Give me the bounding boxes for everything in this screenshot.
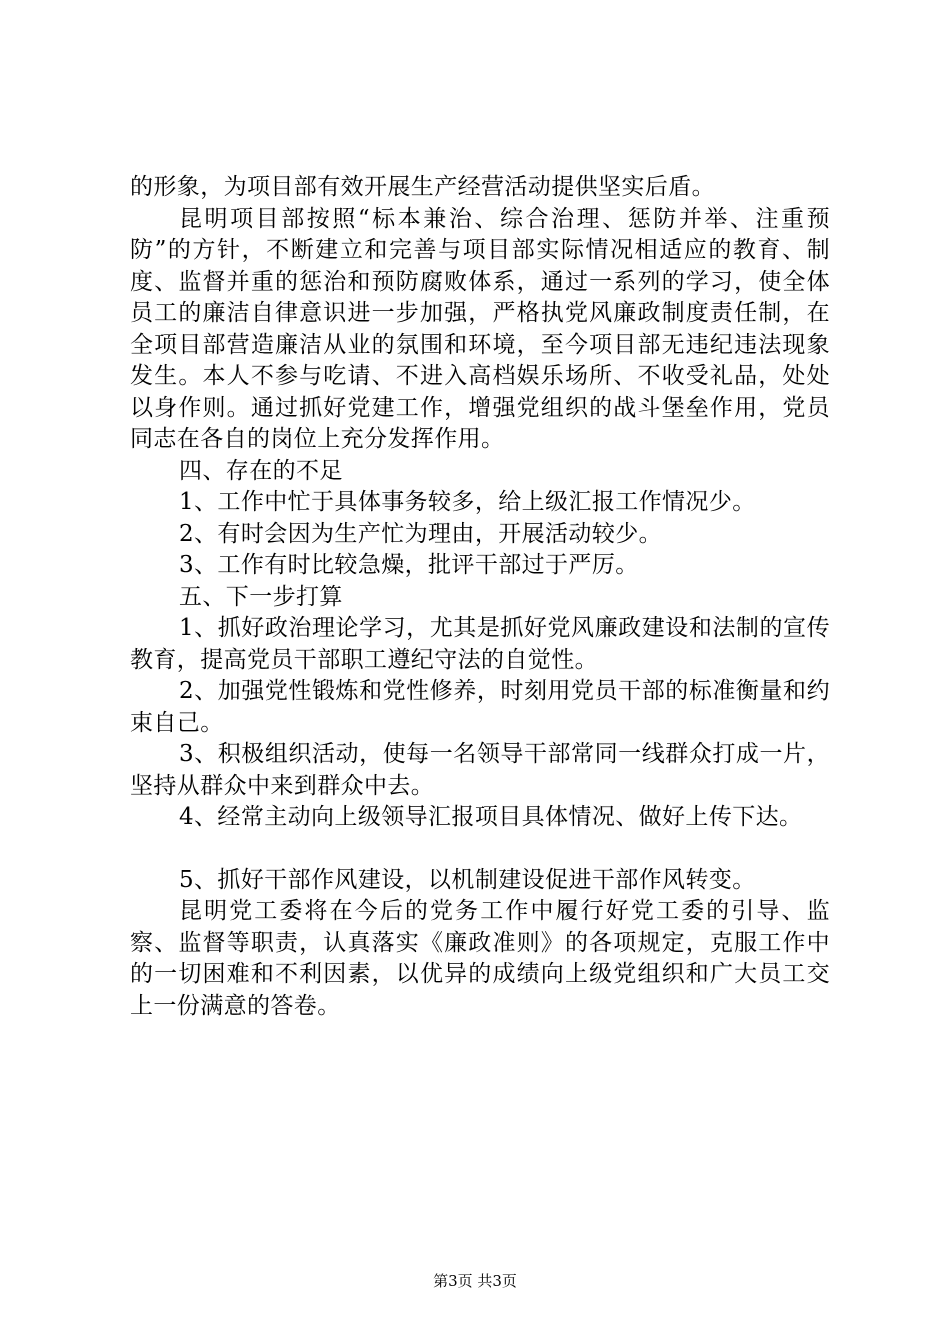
- paragraph-kunming-project: 昆明项目部按照“标本兼治、综合治理、惩防并举、注重预防”的方针，不断建立和完善与项目部实际情况相适应的教育、制度、监督并重的惩治和预防腐败体系，通过一系列的学习，使全体员工的廉洁自律意识进一步加强，严格执党风廉政制度责任制，在全项目部营造廉洁从业的氛围和环境，至今项目部无违纪违法现象发生。本人不参与吃请、不进入高档娱乐场所、不收受礼品，处处以身作则。通过抓好党建工作，增强党组织的战斗堡垒作用，党员同志在各自的岗位上充分发挥作用。: [130, 205, 830, 452]
- list-item-shortcoming-2: 2、有时会因为生产忙为理由，开展活动较少。: [179, 520, 663, 547]
- paragraph-conclusion: 昆明党工委将在今后的党务工作中履行好党工委的引导、监察、监督等职责，认真落实《廉政准则》的各项规定，克服工作中的一切困难和不利因素，以优异的成绩向上级党组织和广大员工交上一份满意的答卷。: [130, 898, 830, 1019]
- list-item-plan-4: 4、经常主动向上级领导汇报项目具体情况、做好上传下达。: [179, 804, 803, 830]
- document-body: [130, 172, 830, 1022]
- list-item-shortcoming-3: 3、工作有时比较急燥，批评干部过于严厉。: [179, 552, 639, 578]
- list-item-plan-1: 1、抓好政治理论学习，尤其是抓好党风廉政建设和法制的宣传教育，提高党员干部职工遵纪守法的自觉性。: [130, 615, 830, 673]
- section-heading-next-steps: 五、下一步打算: [179, 583, 343, 610]
- paragraph-continuation: 的形象，为项目部有效开展生产经营活动提供坚实后盾。: [130, 174, 715, 200]
- list-item-plan-2: 2、加强党性锻炼和党性修养，时刻用党员干部的标准衡量和约束自己。: [130, 678, 830, 736]
- list-item-plan-3: 3、积极组织活动，使每一名领导干部常同一线群众打成一片，坚持从群众中来到群众中去。: [130, 741, 830, 799]
- list-item-shortcoming-1: 1、工作中忙于具体事务较多，给上级汇报工作情况少。: [179, 489, 756, 515]
- section-heading-shortcomings: 四、存在的不足: [179, 457, 343, 484]
- list-item-plan-5: 5、抓好干部作风建设，以机制建设促进干部作风转变。: [179, 866, 756, 893]
- page-number-footer: 第3页 共3页: [433, 1272, 517, 1290]
